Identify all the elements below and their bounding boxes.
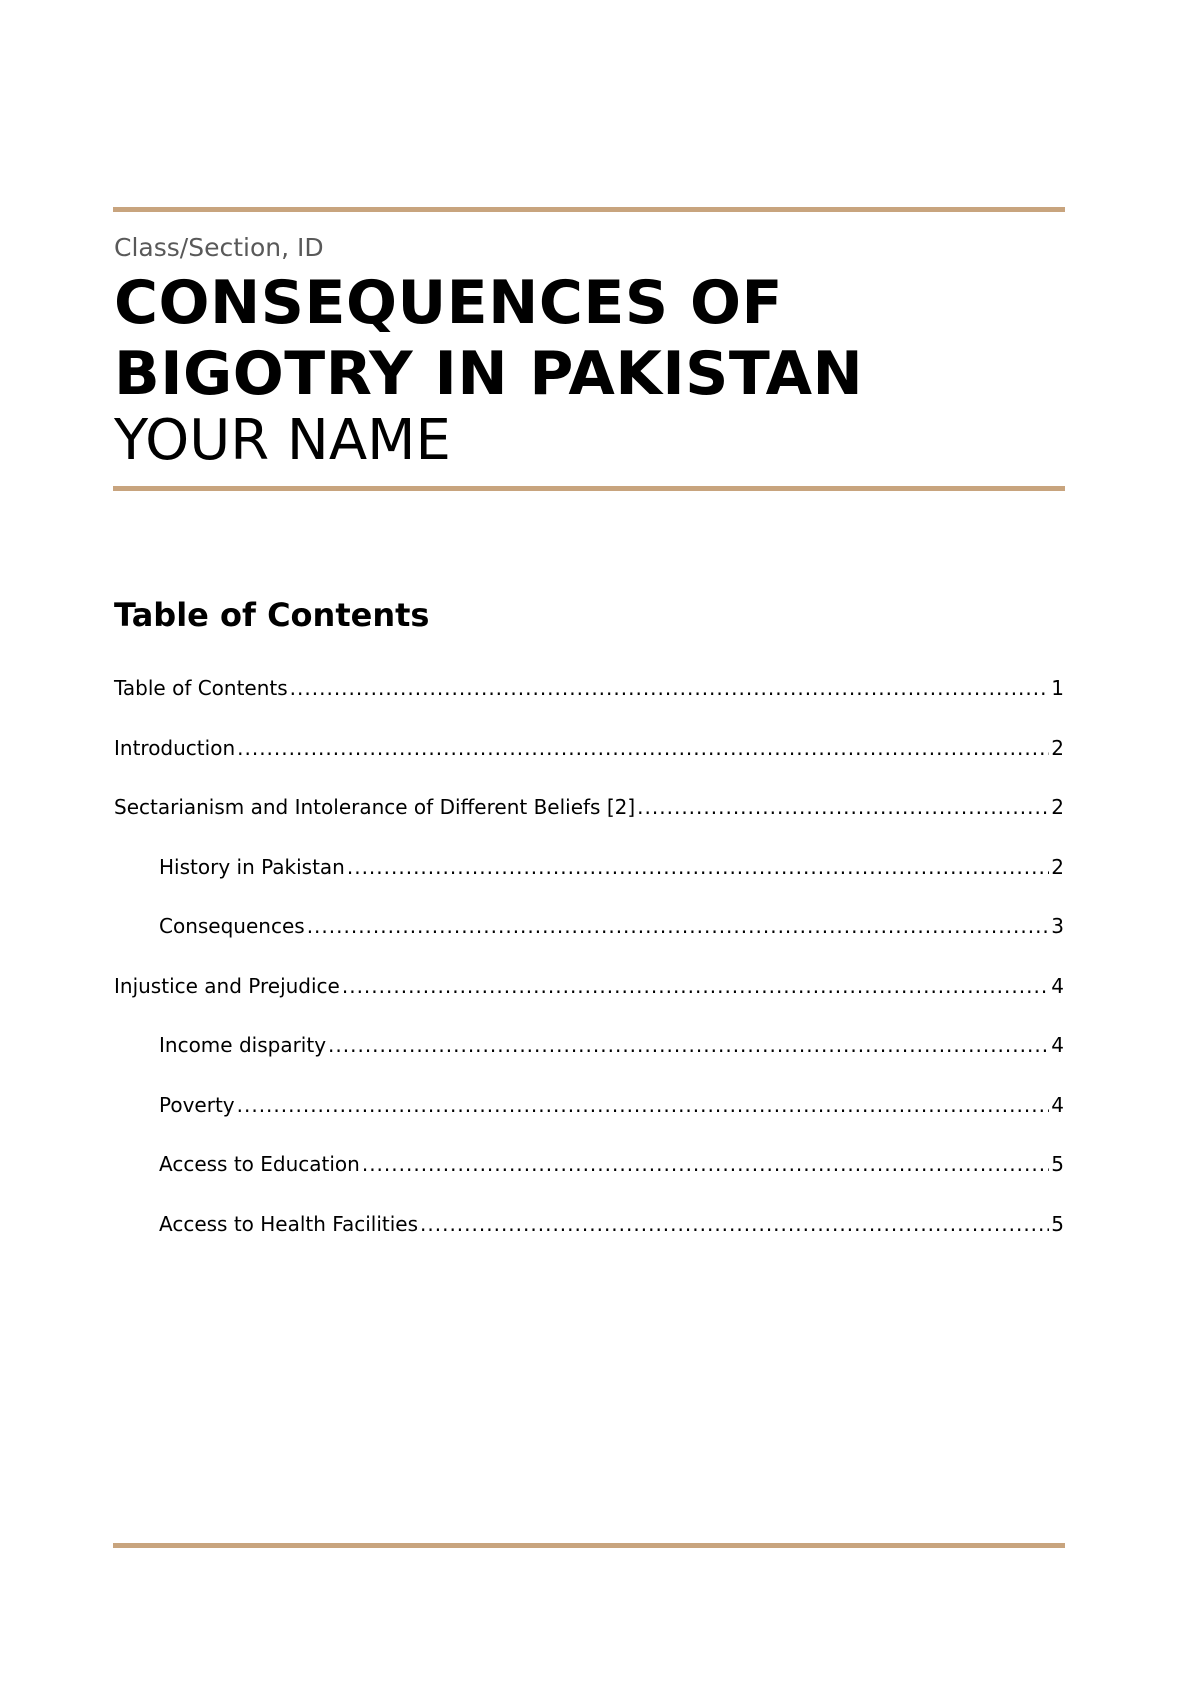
toc-leader-dots [342, 966, 1049, 1006]
toc-entry-page: 2 [1051, 735, 1064, 760]
toc-entry-text: Access to Health Facilities [159, 1211, 419, 1236]
toc-entry-history-in-pakistan[interactable] [114, 847, 1064, 907]
toc-leader-dots [307, 906, 1050, 946]
toc-entry-page: 5 [1051, 1211, 1064, 1236]
toc-leader-dots [347, 847, 1049, 887]
title-line-2: BIGOTRY IN PAKISTAN [114, 339, 864, 409]
toc-entry-consequences[interactable] [114, 906, 1064, 966]
toc-entry-sectarianism[interactable] [114, 787, 1064, 847]
toc-entry-income-disparity[interactable] [114, 1025, 1064, 1085]
class-section-id: Class/Section, ID [114, 233, 324, 262]
toc-entry-text: Income disparity [159, 1033, 327, 1057]
toc-entry-page: 2 [1051, 854, 1064, 879]
toc-entry-text: Consequences [159, 914, 305, 938]
toc-entry-access-to-education[interactable] [114, 1144, 1064, 1204]
toc-entry-text: Injustice and Prejudice [114, 973, 340, 998]
toc-entry-page: 2 [1051, 795, 1064, 819]
toc-leader-dots [237, 728, 1049, 768]
toc-leader-dots [328, 1025, 1049, 1065]
toc-entry-page: 4 [1051, 1033, 1064, 1057]
toc-entry-page: 1 [1051, 676, 1064, 700]
top-divider [113, 207, 1065, 212]
bottom-divider [113, 1543, 1065, 1548]
toc-entry-poverty[interactable] [114, 1085, 1064, 1145]
toc-entry-page: 5 [1051, 1152, 1064, 1176]
author-name: YOUR NAME [114, 408, 451, 473]
toc-entry-text: Table of Contents [114, 676, 288, 700]
toc-heading: Table of Contents [114, 596, 430, 634]
toc-entry-text: Access to Education [159, 1152, 360, 1176]
toc-entry-page: 4 [1051, 973, 1064, 998]
toc-entry-injustice-and-prejudice[interactable] [114, 966, 1064, 1026]
toc-entry-text: Poverty [159, 1092, 235, 1117]
toc-entry-introduction[interactable] [114, 728, 1064, 788]
table-of-contents [114, 668, 1064, 1263]
toc-leader-dots [637, 787, 1049, 827]
toc-entry-table-of-contents[interactable] [114, 668, 1064, 728]
middle-divider [113, 486, 1065, 491]
document-title [114, 268, 1064, 410]
toc-leader-dots [237, 1085, 1050, 1125]
title-line-1: CONSEQUENCES OF [114, 268, 783, 338]
toc-entry-page: 3 [1051, 914, 1064, 938]
toc-entry-text: Introduction [114, 735, 236, 760]
toc-leader-dots [420, 1204, 1049, 1244]
toc-leader-dots [290, 668, 1050, 708]
toc-entry-text: Sectarianism and Intolerance of Different Beliefs [2] [114, 795, 636, 819]
toc-entry-access-to-health-facilities[interactable] [114, 1204, 1064, 1264]
toc-leader-dots [362, 1144, 1049, 1184]
toc-entry-page: 4 [1051, 1092, 1064, 1117]
toc-entry-text: History in Pakistan [159, 854, 345, 879]
